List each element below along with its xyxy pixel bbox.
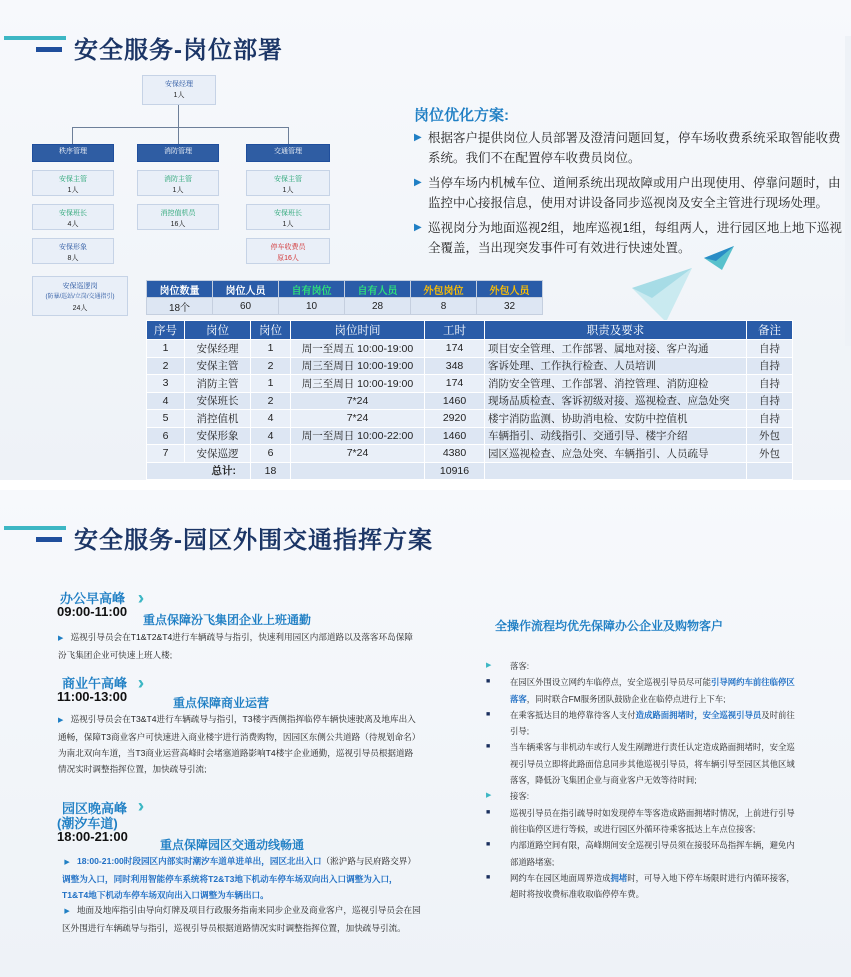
right-procedure-list (484, 658, 800, 902)
table-cell: 现场品质检查、客诉初级对接、巡视检查、应急处突 (485, 392, 747, 410)
org-role-count: 8人 (67, 255, 79, 262)
table-cell: 园区巡视检查、应急处突、车辆指引、人员疏导 (485, 445, 747, 463)
slide2-title: 安全服务-园区外围交通指挥方案 (74, 527, 433, 554)
org-role-name: 停车收费员 (270, 244, 306, 251)
table-cell: 安保主管 (185, 357, 251, 375)
plan-item (414, 218, 844, 258)
org-role (246, 238, 330, 264)
title-accent-line (4, 36, 66, 40)
table-cell: 7*24 (291, 410, 425, 428)
stats-value-cell: 28 (345, 298, 411, 315)
org-role-count: 1人 (172, 187, 184, 194)
total-label: 总计: (147, 462, 251, 480)
table-cell: 7 (147, 445, 185, 463)
peak-morning-desc (58, 629, 418, 663)
procedure-item (484, 870, 800, 903)
org-role-count: 1人 (282, 221, 294, 228)
plan-item-text: 根据客户提供岗位人员部署及澄清问题回复，停车场收费系统采取智能收费系统。我们不在配置停车收费员岗位。 (428, 131, 841, 165)
plan-item-text: 当停车场内机械车位、道闸系统出现故障或用户出现使用、停靠问题时，由监控中心接报信息，使用对讲设备同步巡视岗及安全主管进行现场处理。 (428, 176, 841, 210)
peak-noon-focus: 重点保障商业运营 (173, 696, 270, 710)
table-cell: 外包 (747, 445, 793, 463)
stats-value-cell: 10 (279, 298, 345, 315)
procedure-text: 当车辆乘客与非机动车或行人发生剐蹭进行责任认定造成路面拥堵时，安全巡视引导员立即将此路面信息同步其他巡视引导员，将车辆引导至园区其他区域落客，降低汾飞集团企业与商业客户无效等待时间; (510, 742, 795, 786)
table-row (147, 427, 793, 445)
table-cell: 3 (147, 375, 185, 393)
table-cell: 7*24 (291, 392, 425, 410)
procedure-item (484, 674, 800, 707)
table-cell: 消防主管 (185, 375, 251, 393)
table-header-row (147, 321, 793, 340)
table-cell: 4 (251, 427, 291, 445)
procedure-text: 网约车在园区地面周界造成 (510, 872, 611, 883)
table-cell: 自持 (747, 340, 793, 358)
table-cell: 2 (251, 357, 291, 375)
table-cell: 7*24 (291, 445, 425, 463)
table-cell: 周三至周日 10:00-19:00 (291, 357, 425, 375)
stats-value-row (147, 298, 543, 315)
peak-evening-name: 园区晚高峰 (62, 801, 128, 816)
table-cell: 2 (251, 392, 291, 410)
org-dept-order: 秩序管理 (32, 144, 114, 162)
procedure-item (484, 805, 800, 838)
org-role (246, 204, 330, 230)
org-role (32, 276, 128, 316)
org-connector (288, 127, 289, 144)
peak-noon-desc (58, 711, 420, 777)
org-role-count: 4人 (67, 221, 79, 228)
evening-text-2: 地面及地库指引由导向灯牌及项目行政服务指南来同步企业及商业客户，巡视引导员会在园区外围进行车辆疏导与指引，巡视引导员根据道路情况实时调整指挥位置，加快疏导引流。 (62, 905, 421, 933)
stats-header-row (147, 281, 543, 298)
stats-value-cell: 8 (411, 298, 477, 315)
evening-text-plain: （淞沪路与民府路交界） (321, 856, 416, 866)
org-role-count: 16人 (170, 221, 186, 228)
org-root-count: 1人 (173, 92, 185, 99)
procedure-item (484, 788, 800, 804)
procedure-text: 落客: (510, 661, 530, 671)
triangle-bullet-icon: ▶ (486, 792, 492, 800)
table-cell: 4 (147, 392, 185, 410)
post-stats-table (146, 280, 543, 315)
stats-header-cell: 自有人员 (345, 281, 411, 298)
peak-evening-focus: 重点保障园区交通动线畅通 (160, 838, 305, 852)
square-bullet-icon: ■ (486, 743, 491, 751)
org-connector (178, 127, 179, 144)
table-cell: 348 (425, 357, 485, 375)
procedure-text: 及时前往引导; (510, 709, 795, 737)
right-heading: 全操作流程均优先保障办公企业及购物客户 (495, 619, 724, 633)
org-role (32, 204, 114, 230)
org-connector (72, 127, 73, 144)
peak-morning-text: 巡视引导员会在T1&T2&T4进行车辆疏导与指引，快速利用园区内部道路以及落客环岛保障汾飞集团企业可快速上班人楼; (58, 632, 413, 660)
triangle-bullet-icon: ▶ (64, 908, 70, 915)
table-header-cell: 职责及要求 (485, 321, 747, 340)
table-cell: 车辆指引、动线指引、交通引导、楼宇介绍 (485, 427, 747, 445)
paper-plane-large-icon (632, 268, 692, 322)
table-cell: 2920 (425, 410, 485, 428)
org-role-name: 消防主管 (164, 176, 192, 183)
table-header-cell: 岗位 (251, 321, 291, 340)
square-bullet-icon: ■ (486, 841, 491, 849)
org-connector (72, 127, 288, 128)
triangle-bullet-icon: ▶ (414, 132, 422, 143)
table-cell: 自持 (747, 410, 793, 428)
table-cell: 自持 (747, 357, 793, 375)
triangle-bullet-icon: ▶ (414, 222, 422, 233)
total-count: 18 (251, 462, 291, 480)
title-accent-line (4, 526, 66, 530)
procedure-text: 在乘客抵达目的地停靠待客人支付 (510, 709, 636, 720)
plan-item (414, 128, 844, 168)
total-hours: 10916 (425, 462, 485, 480)
table-row (147, 375, 793, 393)
square-bullet-icon: ■ (486, 678, 491, 686)
total-empty (747, 462, 793, 480)
paper-plane-icon (704, 246, 734, 270)
table-cell: 2 (147, 357, 185, 375)
table-cell: 安保巡逻 (185, 445, 251, 463)
table-cell: 6 (147, 427, 185, 445)
slide1-title-bar (0, 28, 851, 68)
table-cell: 6 (251, 445, 291, 463)
stats-header-cell: 外包人员 (477, 281, 543, 298)
peak-evening-desc (62, 853, 422, 903)
table-row (147, 392, 793, 410)
triangle-bullet-icon: ▶ (58, 635, 64, 642)
procedure-text: 引导网约车前往临停区落客 (510, 677, 795, 704)
peak-noon-name: 商业午高峰 (62, 676, 128, 691)
table-header-cell: 岗位时间 (291, 321, 425, 340)
org-role (137, 170, 219, 196)
table-cell: 外包 (747, 427, 793, 445)
peak-morning-name: 办公早高峰 (60, 591, 126, 606)
org-role-count: 原16人 (277, 255, 299, 262)
procedure-text: ，同时联合FM服务团队鼓励企业在临停点进行上下车; (526, 693, 726, 704)
procedure-text: 拥堵 (610, 872, 628, 883)
plan-title: 岗位优化方案: (414, 107, 509, 124)
stats-header-cell: 自有岗位 (279, 281, 345, 298)
stats-value-cell: 32 (477, 298, 543, 315)
org-role-count: 1人 (67, 187, 79, 194)
post-detail-table (146, 320, 793, 480)
stats-header-cell: 外包岗位 (411, 281, 477, 298)
table-cell: 周一至周五 10:00-19:00 (291, 340, 425, 358)
table-row (147, 340, 793, 358)
table-cell: 1 (251, 340, 291, 358)
org-role-name: 安保形象 (59, 244, 87, 251)
org-role-name: 安保班长 (274, 210, 302, 217)
scrollbar-track (845, 36, 851, 346)
table-cell: 安保班长 (185, 392, 251, 410)
org-role-name: 安保主管 (59, 176, 87, 183)
table-cell: 1 (147, 340, 185, 358)
table-cell: 周一至周日 10:00-22:00 (291, 427, 425, 445)
square-bullet-icon: ■ (486, 710, 491, 718)
org-role-name: 安保巡逻岗 (62, 283, 98, 290)
table-cell: 174 (425, 375, 485, 393)
procedure-item (484, 707, 800, 740)
table-header-cell: 序号 (147, 321, 185, 340)
stats-value-cell: 60 (213, 298, 279, 315)
table-cell: 自持 (747, 392, 793, 410)
evening-text-bold: 18:00-21:00时段园区内部实时潮汐车道单进单出，园区北出入口 (76, 856, 322, 866)
table-cell: 楼宇消防监测、协助消电检、安防中控值机 (485, 410, 747, 428)
plan-item-text: 巡视岗分为地面巡视2组，地库巡视1组，每组两人，进行园区地上地下巡视全覆盖，当出现突发事件可有效进行快速处置。 (428, 221, 842, 255)
org-dept-fire: 消防管理 (137, 144, 219, 162)
org-role-sub: (防暴/巡站/立岗/交通指引) (45, 294, 115, 300)
table-cell: 4380 (425, 445, 485, 463)
title-accent-block (36, 537, 62, 542)
procedure-item (484, 658, 800, 674)
table-row (147, 445, 793, 463)
table-cell: 1460 (425, 392, 485, 410)
stats-value-cell: 18个 (147, 298, 213, 315)
org-root-name: 安保经理 (165, 81, 193, 88)
org-role (32, 170, 114, 196)
peak-morning-time: 09:00-11:00 (57, 604, 128, 619)
table-header-cell: 备注 (747, 321, 793, 340)
org-role-name: 安保主管 (274, 176, 302, 183)
title-accent-block (36, 47, 62, 52)
table-header-cell: 工时 (425, 321, 485, 340)
peak-evening-time: 18:00-21:00 (57, 829, 128, 844)
square-bullet-icon: ■ (486, 808, 491, 816)
org-root (142, 75, 216, 105)
org-role-count: 1人 (282, 187, 294, 194)
peak-evening-desc2 (62, 902, 422, 936)
procedure-text: 造成路面拥堵时，安全巡视引导员 (635, 709, 762, 720)
table-cell: 安保形象 (185, 427, 251, 445)
table-cell: 周三至周日 10:00-19:00 (291, 375, 425, 393)
table-cell: 174 (425, 340, 485, 358)
table-cell: 安保经理 (185, 340, 251, 358)
table-row (147, 357, 793, 375)
total-empty (291, 462, 425, 480)
procedure-text: 接客: (510, 791, 530, 802)
procedure-text: 巡视引导员在指引疏导时如发现停车等客造成路面拥堵时情况，上前进行引导前往临停区进行等候，或进行园区外循环待乘客抵达上车点位接客; (510, 807, 795, 834)
peak-noon-text: 巡视引导员会在T3&T4进行车辆疏导与指引，T3楼宇西侧指挥临停车辆快速驶离及地库出入通畅，保障T3商业客户可快速进入商业楼宇进行消费购物，因园区东侧公共道路（待规划命名）为南北双向车道，当T3商业运营高峰时会堵塞道路影响T4楼宇企业通勤，巡视引导员根据道路情况实时调整指挥位置，加快疏导引流; (58, 714, 417, 774)
table-total-row (147, 462, 793, 480)
table-cell: 客诉处理、工作执行检查、人员培训 (485, 357, 747, 375)
procedure-text: 内部道路空间有限，高峰期间安全巡视引导员须在接驳环岛指挥车辆，避免内部道路堵塞; (510, 840, 795, 867)
plan-item (414, 173, 844, 213)
procedure-item (484, 837, 800, 870)
org-role-name: 消控值机员 (160, 210, 196, 217)
stats-header-cell: 岗位人员 (213, 281, 279, 298)
org-connector (178, 105, 179, 127)
table-cell: 5 (147, 410, 185, 428)
procedure-text: 在园区外围设立网约车临停点，安全巡视引导员尽可能 (510, 677, 711, 688)
org-role (32, 238, 114, 264)
slide2-title-bar (0, 518, 851, 558)
slide1-title: 安全服务-岗位部署 (74, 37, 283, 64)
triangle-bullet-icon: ▶ (58, 717, 64, 724)
procedure-item (484, 739, 800, 788)
org-role-name: 安保班长 (59, 210, 87, 217)
total-empty (485, 462, 747, 480)
triangle-bullet-icon: ▶ (414, 177, 422, 188)
org-role-count: 24人 (72, 305, 88, 312)
peak-morning-focus: 重点保障汾飞集团企业上班通勤 (143, 613, 312, 627)
org-role (246, 170, 330, 196)
peak-evening-name2: (潮汐车道) (57, 816, 118, 831)
table-header-cell: 岗位 (185, 321, 251, 340)
evening-text-bold2: 调整为入口，同时利用智能停车系统将T2&T3地下机动车停车场双向出入口调整为入口，T1&T4地下机动车停车场双向出入口调整为车辆出口。 (62, 874, 398, 900)
triangle-bullet-icon: ▶ (64, 859, 70, 866)
table-cell: 1 (251, 375, 291, 393)
square-bullet-icon: ■ (486, 873, 491, 881)
triangle-bullet-icon: ▶ (486, 662, 492, 669)
stats-header-cell: 岗位数量 (147, 281, 213, 298)
table-cell: 项目安全管理、工作部署、属地对接、客户沟通 (485, 340, 747, 358)
table-row (147, 410, 793, 428)
peak-noon-time: 11:00-13:00 (57, 689, 128, 704)
org-role (137, 204, 219, 230)
table-cell: 消控值机 (185, 410, 251, 428)
table-cell: 1460 (425, 427, 485, 445)
slide-separator (0, 480, 851, 490)
table-cell: 消防安全管理、工作部署、消控管理、消防迎检 (485, 375, 747, 393)
org-dept-traffic: 交通管理 (246, 144, 330, 162)
procedure-text: 时，可导入地下停车场限时进行内循环接客，超时将按收费标准收取临停停车费。 (510, 872, 795, 900)
slide-post-deployment (0, 0, 851, 480)
table-cell: 自持 (747, 375, 793, 393)
table-cell: 4 (251, 410, 291, 428)
